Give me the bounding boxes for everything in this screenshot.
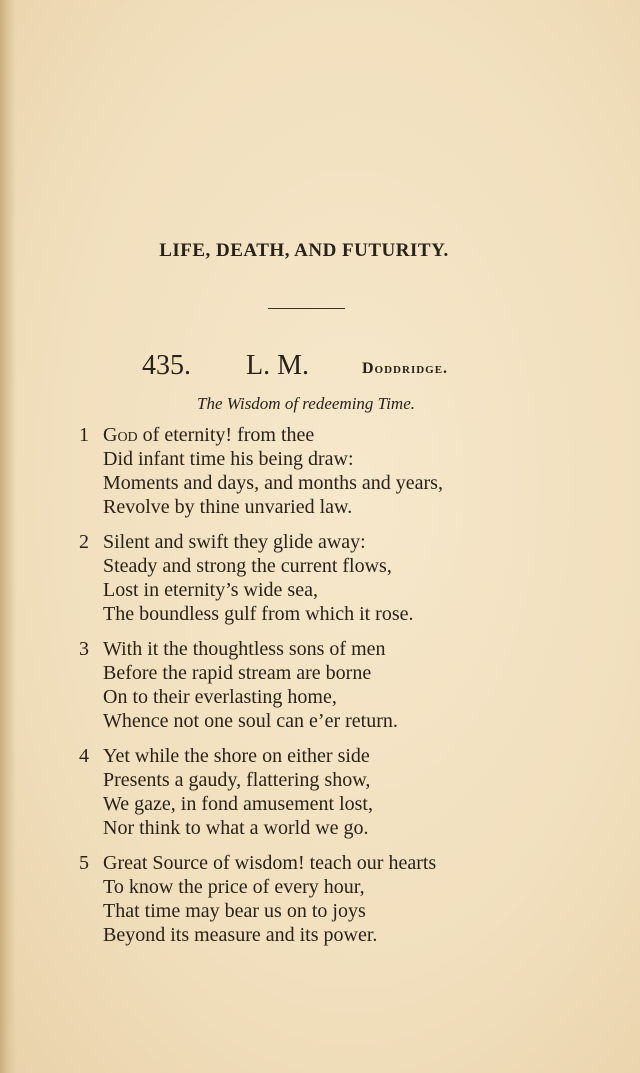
verse-line: Yet while the shore on either side: [103, 745, 370, 767]
verse-line: On to their everlasting home,: [103, 686, 337, 708]
verse-line: Moments and days, and months and years,: [103, 472, 443, 494]
hymn-number: 435.: [142, 350, 191, 381]
verse-line: Nor think to what a world we go.: [103, 817, 369, 839]
verse-line: Before the rapid stream are borne: [103, 662, 372, 684]
stanza-number: 3: [79, 638, 89, 660]
verse-line: Lost in eternity’s wide sea,: [103, 579, 318, 601]
stanza-number: 4: [79, 745, 89, 767]
verse-line: Revolve by thine unvaried law.: [103, 496, 353, 518]
verse-line: To know the price of every hour,: [103, 876, 365, 898]
hymn-header: [0, 350, 640, 384]
verse-line: Steady and strong the current flows,: [103, 555, 392, 577]
verse-line: The boundless gulf from which it rose.: [103, 603, 414, 625]
verse-line: Great Source of wisdom! teach our hearts: [103, 852, 437, 874]
stanza-number: 1: [79, 424, 89, 446]
stanza-number: 5: [79, 852, 89, 874]
verse-line: Whence not one soul can e’er return.: [103, 710, 398, 732]
page-gutter-shadow: [0, 0, 16, 1073]
verse-first-word: God: [103, 424, 138, 446]
verse-line: We gaze, in fond amusement lost,: [103, 793, 373, 815]
section-title: LIFE, DEATH, AND FUTURITY.: [159, 240, 449, 261]
verse-line-rest: of eternity! from thee: [137, 424, 315, 446]
verse-line: That time may bear us on to joys: [103, 900, 366, 922]
verse-line: Presents a gaudy, flattering show,: [103, 769, 371, 791]
hymn-meter: L. M.: [246, 350, 309, 381]
horizontal-rule: [268, 308, 345, 309]
hymn-author: Doddridge.: [362, 360, 449, 377]
verse-line: Did infant time his being draw:: [103, 448, 354, 470]
verse-line: Silent and swift they glide away:: [103, 531, 366, 553]
verse-line: Beyond its measure and its power.: [103, 924, 378, 946]
stanza-number: 2: [79, 531, 89, 553]
verse-line: With it the thoughtless sons of men: [103, 638, 386, 660]
hymn-subtitle: The Wisdom of redeeming Time.: [197, 394, 415, 413]
verse-line: [103, 424, 314, 447]
